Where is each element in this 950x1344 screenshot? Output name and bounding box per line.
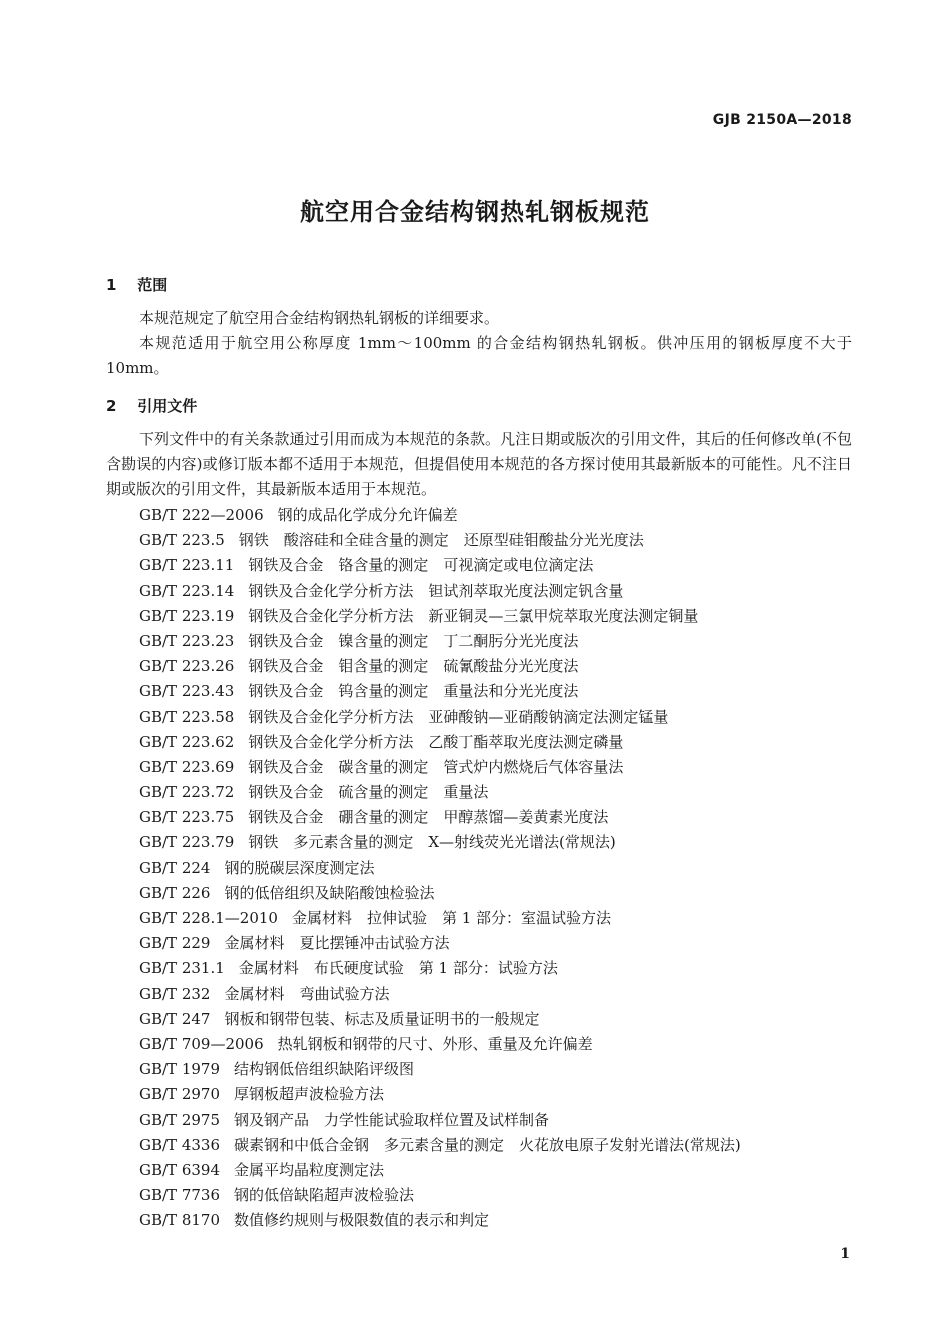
reference-code: GB/T 223.58: [139, 707, 235, 726]
reference-code: GB/T 223.69: [139, 757, 235, 776]
reference-title: 钢铁及合金化学分析方法 钽试剂萃取光度法测定钒含量: [248, 581, 624, 600]
reference-item: [139, 604, 859, 629]
reference-item: [139, 956, 859, 981]
reference-title: 金属材料 夏比摆锤冲击试验方法: [224, 934, 450, 953]
section-title: 范围: [137, 276, 168, 294]
reference-item: [139, 553, 859, 578]
reference-code: GB/T 2975: [139, 1110, 221, 1129]
reference-code: GB/T 223.5: [139, 531, 225, 550]
reference-code: GB/T 6394: [139, 1160, 221, 1179]
reference-item: [139, 1032, 859, 1057]
section-number: 1: [106, 276, 117, 294]
reference-title: 钢铁及合金 硫含量的测定 重量法: [248, 783, 489, 802]
reference-title: 碳素钢和中低合金钢 多元素含量的测定 火花放电原子发射光谱法(常规法): [234, 1135, 741, 1154]
reference-item: [139, 1057, 859, 1082]
reference-item: [139, 931, 859, 956]
reference-title: 厚钢板超声波检验方法: [234, 1085, 385, 1104]
reference-title: 钢铁及合金 铬含量的测定 可视滴定或电位滴定法: [248, 556, 594, 575]
reference-title: 钢铁及合金 碳含量的测定 管式炉内燃烧后气体容量法: [248, 757, 624, 776]
reference-title: 钢的低倍组织及缺陷酸蚀检验法: [224, 883, 435, 902]
reference-item: [139, 1158, 859, 1183]
document-title: 航空用合金结构钢热轧钢板规范: [300, 198, 650, 226]
reference-list: [139, 503, 859, 1233]
scope-paragraph-2: 本规范适用于航空用公称厚度 1mm～100mm 的合金结构钢热轧钢板。供冲压用的钢板厚度不大于10mm。: [106, 334, 852, 377]
reference-code: GB/T 228.1—2010: [139, 909, 278, 927]
reference-code: GB/T 232: [139, 984, 211, 1003]
reference-title: 钢铁及合金 硼含量的测定 甲醇蒸馏—姜黄素光度法: [248, 808, 609, 827]
reference-title: 金属材料 拉伸试验 第 1 部分：室温试验方法: [291, 909, 612, 927]
reference-code: GB/T 223.23: [139, 631, 235, 650]
reference-title: 钢铁 酸溶硅和全硅含量的测定 还原型硅钼酸盐分光光度法: [238, 531, 644, 550]
reference-item: [139, 1007, 859, 1032]
reference-code: GB/T 4336: [139, 1135, 221, 1154]
reference-code: GB/T 7736: [139, 1186, 221, 1205]
scope-paragraph-1: 本规范规定了航空用合金结构钢热轧钢板的详细要求。: [139, 309, 500, 327]
reference-code: GB/T 223.14: [139, 581, 235, 600]
reference-code: GB/T 8170: [139, 1211, 221, 1230]
references-intro-paragraph: 下列文件中的有关条款通过引用而成为本规范的条款。凡注日期或版次的引用文件，其后的任何修改单(不包含勘误的内容)或修订版本都不适用于本规范，但提倡使用本规范的各方探讨使用其最新版本的可能性。凡不注日期或版次的引用文件，其最新版本适用于本规范。: [106, 430, 852, 498]
reference-item: [139, 579, 859, 604]
reference-code: GB/T 223.79: [139, 833, 235, 852]
reference-item: [139, 1108, 859, 1133]
reference-title: 钢板和钢带包装、标志及质量证明书的一般规定: [224, 1009, 540, 1028]
reference-title: 数值修约规则与极限数值的表示和判定: [234, 1211, 490, 1230]
reference-code: GB/T 223.19: [139, 606, 235, 625]
reference-title: 钢铁及合金化学分析方法 乙酸丁酯萃取光度法测定磷量: [248, 732, 624, 751]
reference-title: 钢的脱碳层深度测定法: [224, 858, 375, 877]
reference-code: GB/T 2970: [139, 1085, 221, 1104]
reference-title: 钢铁及合金 钨含量的测定 重量法和分光光度法: [248, 682, 579, 701]
reference-code: GB/T 1979: [139, 1060, 221, 1079]
reference-item: [139, 805, 859, 830]
reference-item: [139, 528, 859, 553]
reference-title: 钢的成品化学成分允许偏差: [277, 506, 458, 524]
reference-code: GB/T 223.11: [139, 556, 235, 575]
reference-title: 钢铁 多元素含量的测定 X—射线荧光光谱法(常规法): [248, 833, 616, 852]
reference-item: [139, 830, 859, 855]
reference-item: [139, 755, 859, 780]
reference-code: GB/T 223.62: [139, 732, 235, 751]
section-title: 引用文件: [137, 397, 198, 415]
reference-item: [139, 881, 859, 906]
reference-title: 钢铁及合金 镍含量的测定 丁二酮肟分光光度法: [248, 631, 579, 650]
reference-code: GB/T 224: [139, 858, 211, 877]
reference-title: 金属平均晶粒度测定法: [234, 1160, 385, 1179]
reference-item: [139, 982, 859, 1007]
reference-item: [139, 503, 859, 528]
reference-title: 结构钢低倍组织缺陷评级图: [234, 1060, 415, 1079]
reference-item: [139, 1208, 859, 1233]
reference-title: 金属材料 布氏硬度试验 第 1 部分：试验方法: [238, 959, 558, 978]
reference-item: [139, 780, 859, 805]
reference-code: GB/T 223.43: [139, 682, 235, 701]
reference-title: 钢铁及合金 钼含量的测定 硫氰酸盐分光光度法: [248, 657, 579, 676]
standard-code: GJB 2150A—2018: [712, 112, 852, 128]
reference-item: [139, 856, 859, 881]
reference-item: [139, 906, 859, 931]
reference-item: [139, 679, 859, 704]
reference-code: GB/T 223.26: [139, 657, 235, 676]
reference-title: 钢的低倍缺陷超声波检验法: [234, 1186, 415, 1205]
reference-item: [139, 629, 859, 654]
reference-code: GB/T 229: [139, 934, 211, 953]
reference-item: [139, 1082, 859, 1107]
reference-item: [139, 705, 859, 730]
reference-title: 钢铁及合金化学分析方法 新亚铜灵—三氯甲烷萃取光度法测定铜量: [248, 606, 699, 625]
reference-code: GB/T 709—2006: [139, 1034, 264, 1053]
reference-title: 钢及钢产品 力学性能试验取样位置及试样制备: [234, 1110, 550, 1129]
reference-title: 热轧钢板和钢带的尺寸、外形、重量及允许偏差: [277, 1034, 593, 1053]
section-heading-scope: [106, 274, 167, 295]
reference-item: [139, 1133, 859, 1158]
reference-title: 金属材料 弯曲试验方法: [224, 984, 390, 1003]
reference-code: GB/T 222—2006: [139, 506, 264, 524]
reference-code: GB/T 226: [139, 883, 211, 902]
reference-item: [139, 1183, 859, 1208]
reference-code: GB/T 231.1: [139, 959, 225, 978]
reference-code: GB/T 223.72: [139, 783, 235, 802]
reference-code: GB/T 223.75: [139, 808, 235, 827]
reference-item: [139, 730, 859, 755]
section-heading-references: [106, 395, 197, 416]
reference-code: GB/T 247: [139, 1009, 211, 1028]
reference-item: [139, 654, 859, 679]
reference-title: 钢铁及合金化学分析方法 亚砷酸钠—亚硝酸钠滴定法测定锰量: [248, 707, 669, 726]
page-number: 1: [840, 1246, 850, 1262]
section-number: 2: [106, 397, 117, 415]
